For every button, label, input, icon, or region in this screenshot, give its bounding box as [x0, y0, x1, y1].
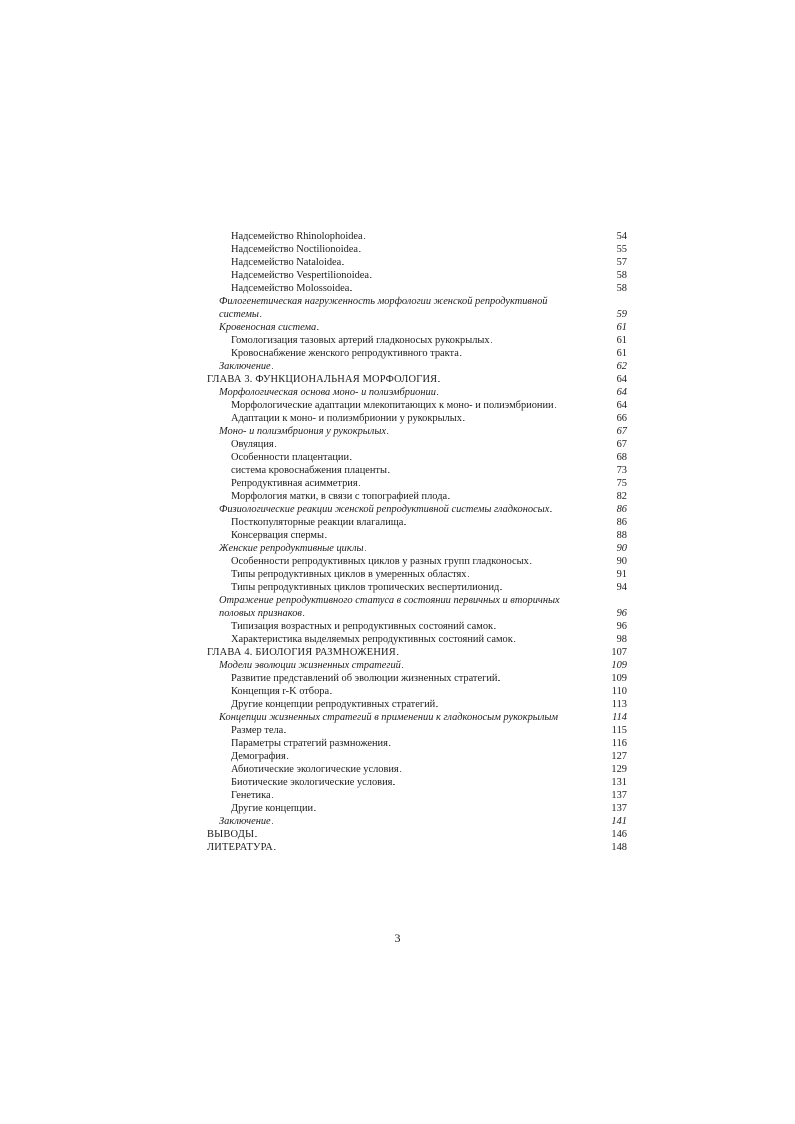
toc-leader-dots	[448, 490, 616, 503]
toc-entry-page: 141	[611, 816, 627, 827]
toc-entry-page: 90	[616, 543, 627, 554]
toc-subsection-entry	[231, 581, 627, 594]
toc-entry-page: 137	[611, 790, 627, 801]
toc-entry-page: 58	[616, 283, 627, 294]
toc-entry-title: Особенности репродуктивных циклов у разных групп гладконосых	[231, 556, 529, 567]
toc-entry-page: 146	[611, 829, 627, 840]
toc-entry-page: 67	[616, 426, 627, 437]
toc-entry-title: Кровоснабжение женского репродуктивного тракта	[231, 348, 459, 359]
toc-entry-title: Репродуктивная асимметрия	[231, 478, 358, 489]
toc-leader-dots	[303, 607, 616, 620]
toc-entry-page: 57	[616, 257, 627, 268]
toc-subsection-entry	[231, 451, 627, 464]
toc-leader-dots	[463, 412, 616, 425]
toc-entry-page: 116	[611, 738, 627, 749]
toc-entry-title: Заключение	[219, 816, 271, 827]
toc-leader-dots	[530, 555, 616, 568]
toc-entry-title: Адаптации к моно- и полиэмбрионии у рукокрылых	[231, 413, 462, 424]
toc-entry-page: 110	[611, 686, 627, 697]
toc-entry-title: Надсемейство Vespertilionoidea	[231, 270, 369, 281]
toc-entry-title: Кровеносная система	[219, 322, 317, 333]
toc-leader-dots	[400, 763, 611, 776]
toc-section-entry	[219, 360, 627, 373]
toc-entry-title: Надсемейство Molossoidea	[231, 283, 350, 294]
toc-entry-title: Типизация возрастных и репродуктивных состояний самок	[231, 621, 494, 632]
toc-entry-title: ГЛАВА 4. БИОЛОГИЯ РАЗМНОЖЕНИЯ	[207, 647, 396, 658]
toc-leader-dots	[314, 802, 610, 815]
toc-entry-page: 64	[616, 387, 627, 398]
toc-entry-title: Типы репродуктивных циклов в умеренных областях	[231, 569, 467, 580]
toc-leader-dots	[500, 581, 615, 594]
toc-subsection-entry	[231, 477, 627, 490]
toc-entry-page: 109	[611, 673, 627, 684]
toc-entry-page: 98	[616, 634, 627, 645]
toc-leader-dots	[498, 672, 610, 685]
toc-entry-page: 137	[611, 803, 627, 814]
toc-entry-title: Другие концепции	[231, 803, 314, 814]
toc-entry-page: 88	[616, 530, 627, 541]
toc-leader-dots	[272, 789, 611, 802]
toc-leader-dots	[260, 308, 616, 321]
toc-section-entry	[219, 594, 627, 607]
toc-subsection-entry	[231, 633, 627, 646]
toc-entry-title: Биотические экологические условия	[231, 777, 393, 788]
toc-entry-page: 66	[616, 413, 627, 424]
toc-subsection-entry	[231, 334, 627, 347]
toc-leader-dots	[330, 685, 611, 698]
toc-section-entry	[219, 607, 627, 620]
toc-leader-dots	[272, 815, 611, 828]
toc-entry-title: система кровоснабжения плаценты	[231, 465, 387, 476]
toc-leader-dots	[342, 256, 615, 269]
toc-chapter-entry	[207, 828, 627, 841]
toc-entry-title: Надсемейство Rhinolophoidea	[231, 231, 363, 242]
toc-entry-page: 148	[611, 842, 627, 853]
toc-subsection-entry	[231, 789, 627, 802]
toc-entry-page: 86	[616, 517, 627, 528]
toc-entry-title: половых признаков	[219, 608, 302, 619]
toc-subsection-entry	[231, 438, 627, 451]
toc-leader-dots	[460, 347, 616, 360]
toc-leader-dots	[393, 776, 610, 789]
toc-chapter-entry	[207, 373, 627, 386]
toc-subsection-entry	[231, 750, 627, 763]
toc-entry-title: Филогенетическая нагруженность морфологии женской репродуктивной	[219, 296, 548, 307]
toc-subsection-entry	[231, 490, 627, 503]
toc-entry-title: Консервация спермы	[231, 530, 324, 541]
toc-section-entry	[219, 711, 627, 724]
toc-entry-title: Концепции жизненных стратегий в применении к гладконосым рукокрылым	[219, 712, 559, 723]
toc-entry-title: Развитие представлений об эволюции жизненных стратегий	[231, 673, 498, 684]
toc-entry-title: Морфологические адаптации млекопитающих к моно- и полиэмбрионии	[231, 400, 554, 411]
toc-entry-title: Другие концепции репродуктивных стратегий	[231, 699, 436, 710]
toc-subsection-entry	[231, 802, 627, 815]
toc-subsection-entry	[231, 282, 627, 295]
toc-entry-title: Надсемейство Nataloidea	[231, 257, 342, 268]
toc-entry-page: 96	[616, 608, 627, 619]
toc-leader-dots	[555, 399, 616, 412]
toc-section-entry	[219, 815, 627, 828]
toc-entry-title: Отражение репродуктивного статуса в состоянии первичных и вторичных	[219, 595, 560, 606]
toc-entry-page: 61	[616, 322, 627, 333]
toc-entry-page: 129	[611, 764, 627, 775]
toc-leader-dots	[325, 529, 616, 542]
toc-entry-page: 62	[616, 361, 627, 372]
toc-subsection-entry	[231, 347, 627, 360]
toc-leader-dots	[397, 646, 611, 659]
toc-entry-title: Концепция r-K отбора	[231, 686, 330, 697]
toc-entry-page: 64	[616, 374, 627, 385]
toc-section-entry	[219, 503, 627, 516]
toc-section-entry	[219, 425, 627, 438]
toc-entry-title: Надсемейство Noctilionoidea	[231, 244, 359, 255]
toc-leader-dots	[550, 503, 615, 516]
toc-subsection-entry	[231, 568, 627, 581]
toc-entry-page: 127	[611, 751, 627, 762]
toc-section-entry	[219, 295, 627, 308]
toc-chapter-entry	[207, 841, 627, 854]
toc-entry-title: Параметры стратегий размножения	[231, 738, 388, 749]
toc-subsection-entry	[231, 399, 627, 412]
toc-entry-title: Особенности плацентации	[231, 452, 350, 463]
toc-leader-dots	[275, 438, 616, 451]
toc-entry-page: 109	[611, 660, 627, 671]
toc-leader-dots	[438, 373, 615, 386]
toc-entry-page: 82	[616, 491, 627, 502]
toc-subsection-entry	[231, 672, 627, 685]
toc-entry-title: Гомологизация тазовых артерий гладконосых рукокрылых	[231, 335, 490, 346]
toc-section-entry	[219, 321, 627, 334]
toc-subsection-entry	[231, 724, 627, 737]
toc-leader-dots	[514, 633, 616, 646]
toc-section-entry	[219, 386, 627, 399]
toc-entry-title: Моно- и полиэмбриония у рукокрылых	[219, 426, 386, 437]
toc-entry-page: 64	[616, 400, 627, 411]
toc-entry-page: 107	[611, 647, 627, 658]
toc-entry-page: 68	[616, 452, 627, 463]
toc-entry-title: Генетика	[231, 790, 271, 801]
toc-entry-page: 73	[616, 465, 627, 476]
toc-leader-dots	[404, 516, 615, 529]
toc-subsection-entry	[231, 529, 627, 542]
toc-entry-title: Посткопуляторные реакции влагалища	[231, 517, 404, 528]
toc-entry-page: 91	[616, 569, 627, 580]
toc-entry-page: 131	[611, 777, 627, 788]
toc-leader-dots	[388, 464, 616, 477]
toc-leader-dots	[364, 230, 616, 243]
toc-entry-title: Женские репродуктивные циклы	[219, 543, 364, 554]
toc-leader-dots	[387, 425, 616, 438]
toc-subsection-entry	[231, 620, 627, 633]
page-number: 3	[394, 931, 401, 945]
toc-entry-page: 61	[616, 335, 627, 346]
toc-entry-page: 94	[616, 582, 627, 593]
toc-entry-page: 90	[616, 556, 627, 567]
toc-subsection-entry	[231, 698, 627, 711]
toc-entry-page: 54	[616, 231, 627, 242]
toc-entry-page: 86	[616, 504, 627, 515]
toc-leader-dots	[436, 698, 611, 711]
toc-entry-page: 115	[611, 725, 627, 736]
toc-leader-dots	[255, 828, 610, 841]
toc-leader-dots	[389, 737, 611, 750]
toc-entry-page: 61	[616, 348, 627, 359]
toc-subsection-entry	[231, 555, 627, 568]
toc-leader-dots	[359, 477, 616, 490]
toc-subsection-entry	[231, 737, 627, 750]
toc-subsection-entry	[231, 412, 627, 425]
toc-section-entry	[219, 308, 627, 321]
toc-subsection-entry	[231, 763, 627, 776]
toc-chapter-entry	[207, 646, 627, 659]
toc-entry-page: 114	[612, 712, 627, 723]
toc-entry-page: 96	[616, 621, 627, 632]
toc-entry-page: 113	[611, 699, 627, 710]
toc-subsection-entry	[231, 256, 627, 269]
toc-leader-dots	[494, 620, 616, 633]
toc-leader-dots	[350, 451, 616, 464]
toc-subsection-entry	[231, 230, 627, 243]
toc-leader-dots	[365, 542, 616, 555]
toc-entry-page: 75	[616, 478, 627, 489]
toc-entry-title: Морфологическая основа моно- и полиэмбрионии	[219, 387, 436, 398]
toc-entry-page: 67	[616, 439, 627, 450]
toc-leader-dots	[437, 386, 616, 399]
toc-entry-title: Физиологические реакции женской репродуктивной системы гладконосых	[219, 504, 550, 515]
toc-leader-dots	[287, 750, 611, 763]
toc-leader-dots	[350, 282, 615, 295]
toc-entry-title: Морфология матки, в связи с топографией плода	[231, 491, 448, 502]
toc-entry-page: 58	[616, 270, 627, 281]
toc-leader-dots	[284, 724, 611, 737]
toc-leader-dots	[491, 334, 616, 347]
toc-entry-title: Характеристика выделяемых репродуктивных состояний самок	[231, 634, 513, 645]
toc-subsection-entry	[231, 776, 627, 789]
toc-leader-dots	[468, 568, 616, 581]
toc-entry-title: Размер тела	[231, 725, 284, 736]
toc-section-entry	[219, 659, 627, 672]
toc-subsection-entry	[231, 243, 627, 256]
toc-leader-dots	[402, 659, 611, 672]
toc-entry-title: Заключение	[219, 361, 271, 372]
toc-leader-dots	[274, 841, 610, 854]
toc-entry-title: Овуляция	[231, 439, 274, 450]
toc-entry-title: системы	[219, 309, 259, 320]
toc-entry-page: 55	[616, 244, 627, 255]
toc-entry-title: Модели эволюции жизненных стратегий	[219, 660, 401, 671]
toc-entry-title: ЛИТЕРАТУРА	[207, 842, 273, 853]
toc-entry-title: ГЛАВА 3. ФУНКЦИОНАЛЬНАЯ МОРФОЛОГИЯ	[207, 374, 438, 385]
table-of-contents	[207, 230, 627, 854]
toc-leader-dots	[370, 269, 616, 282]
toc-entry-title: Демография	[231, 751, 286, 762]
toc-subsection-entry	[231, 464, 627, 477]
toc-leader-dots	[359, 243, 616, 256]
toc-entry-title: Абиотические экологические условия	[231, 764, 399, 775]
toc-leader-dots	[272, 360, 616, 373]
toc-section-entry	[219, 542, 627, 555]
toc-entry-title: ВЫВОДЫ	[207, 829, 255, 840]
toc-leader-dots	[317, 321, 615, 334]
toc-subsection-entry	[231, 269, 627, 282]
toc-subsection-entry	[231, 685, 627, 698]
toc-subsection-entry	[231, 516, 627, 529]
toc-entry-page: 59	[616, 309, 627, 320]
toc-entry-title: Типы репродуктивных циклов тропических веспертилионид	[231, 582, 500, 593]
